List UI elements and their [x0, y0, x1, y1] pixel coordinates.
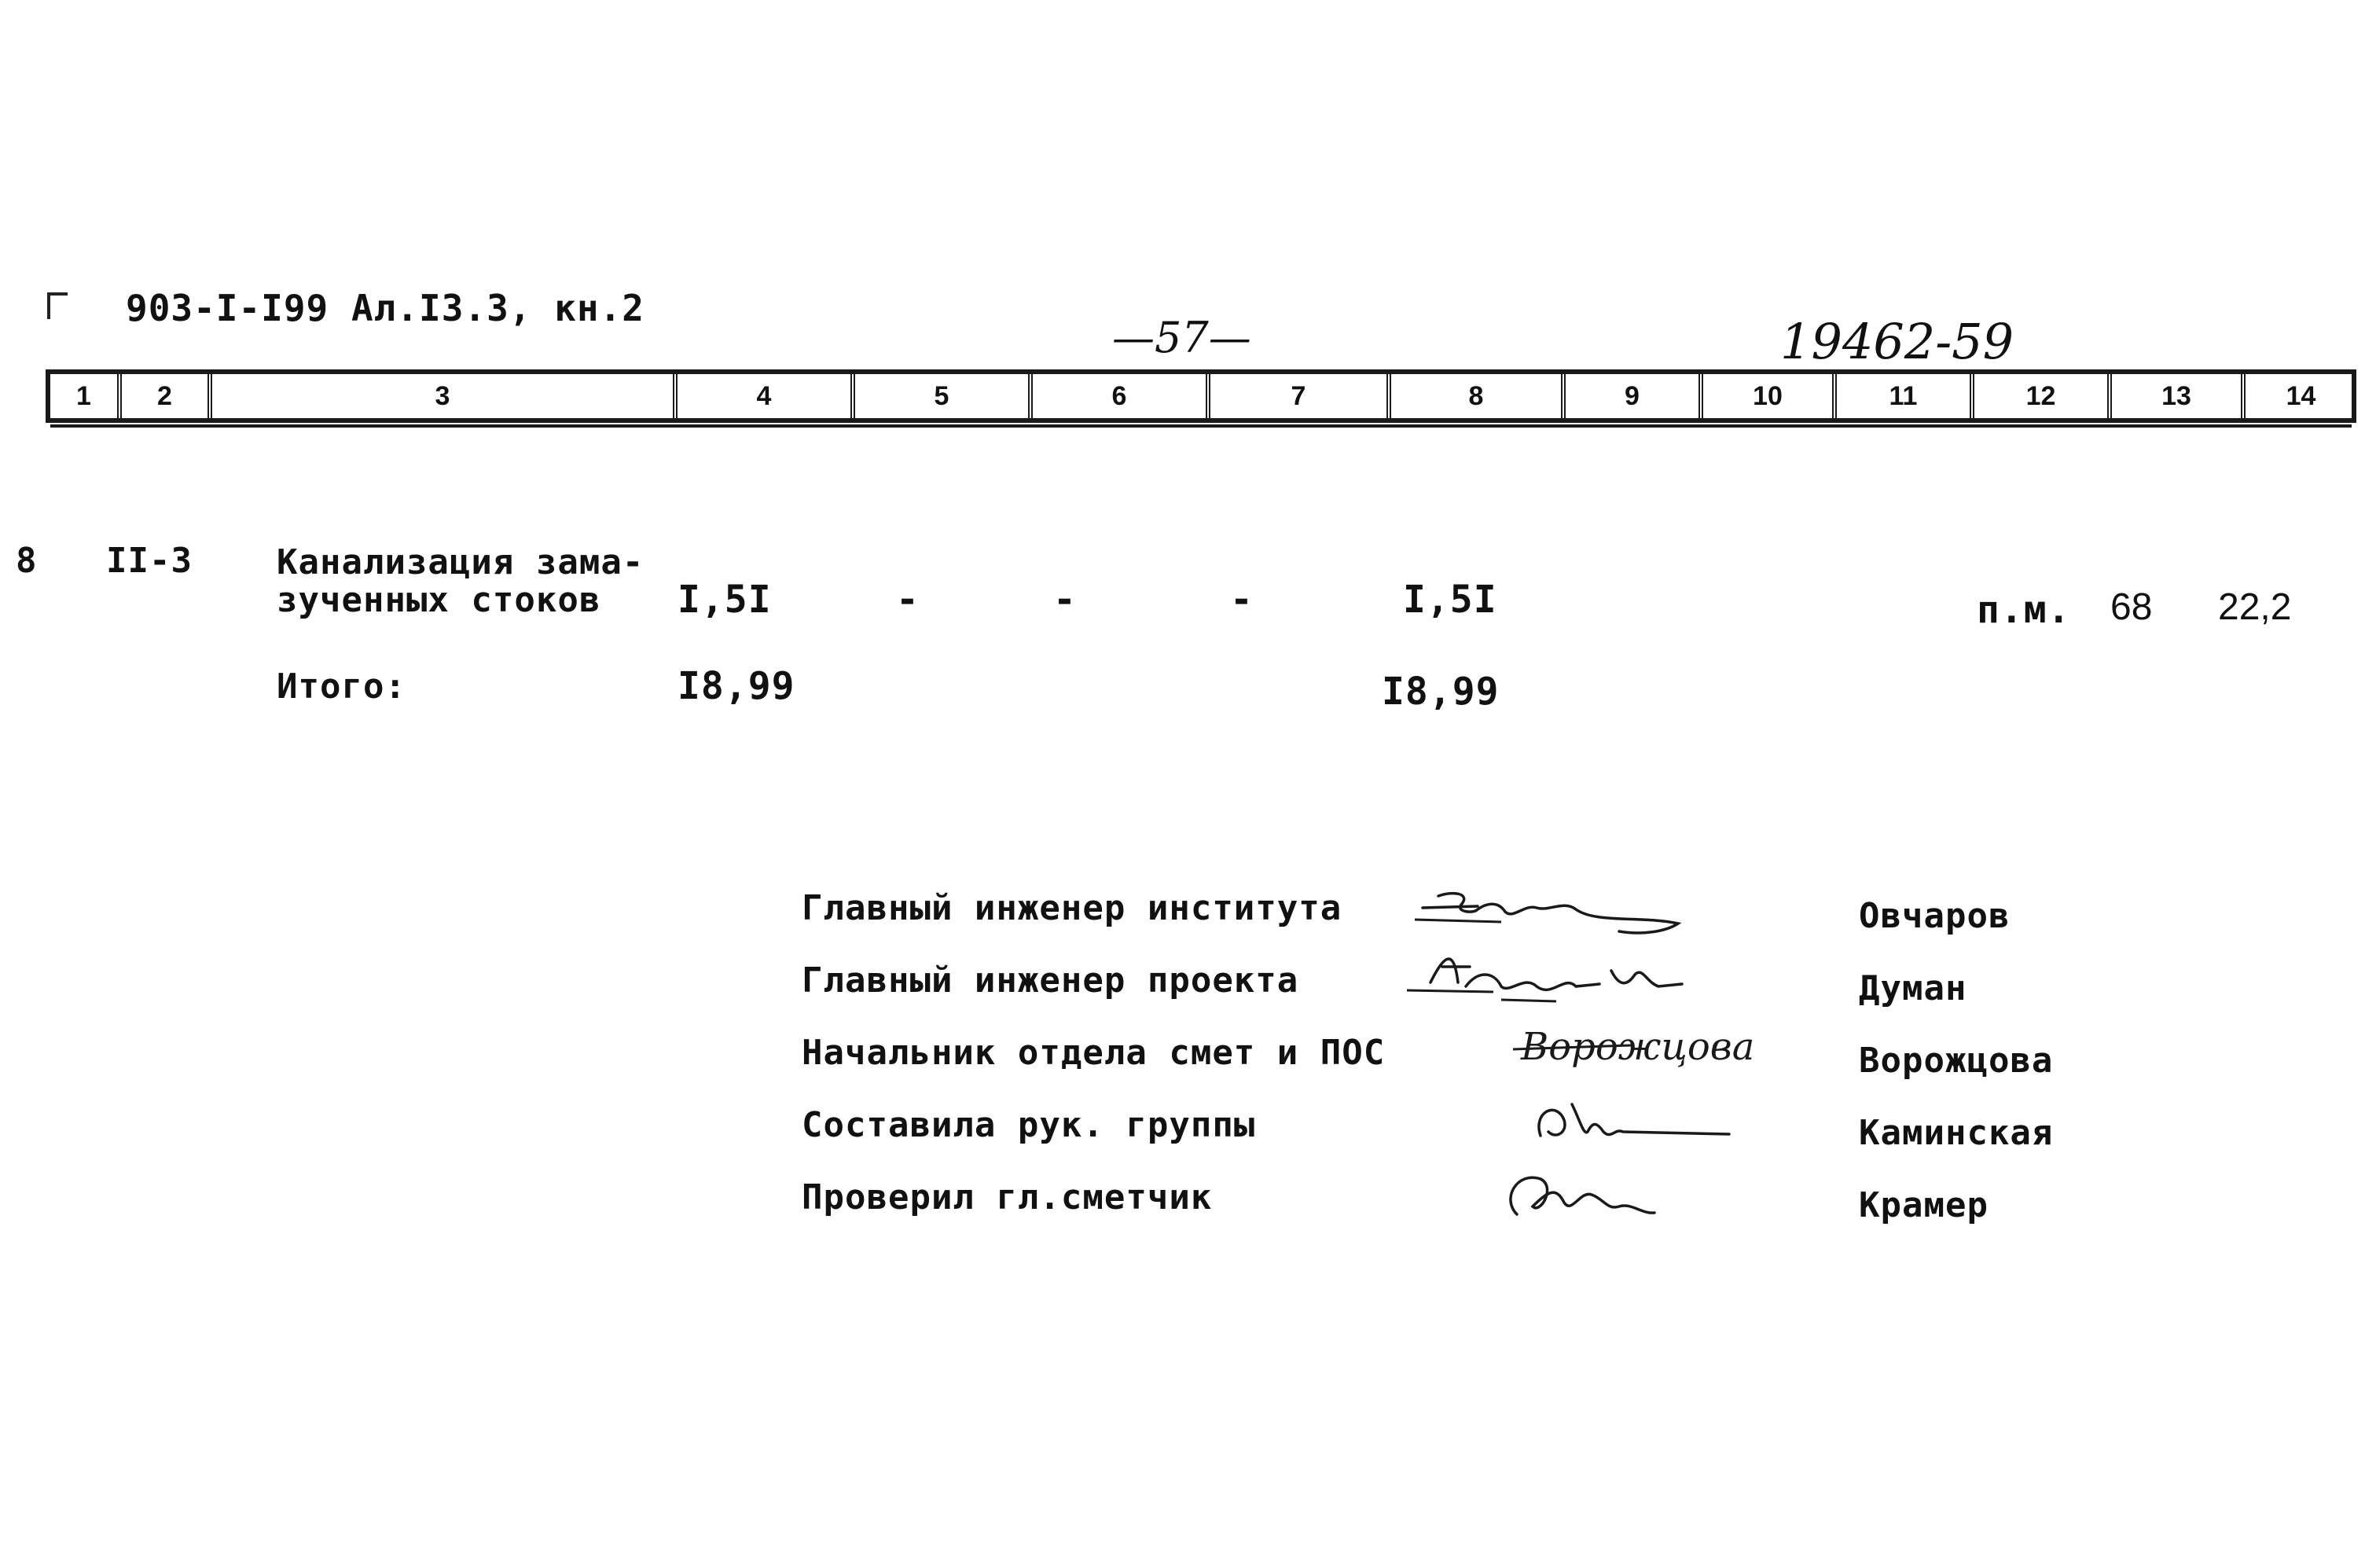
- page-number: —57—: [1112, 313, 1251, 362]
- column-number: 11: [1832, 374, 1970, 418]
- row-number: 8: [16, 541, 38, 581]
- cell-col5: -: [896, 578, 920, 622]
- column-number: 3: [207, 374, 673, 418]
- signature-role: Главный инженер института: [802, 888, 1342, 928]
- signature-name: Ворожцова: [1859, 1041, 2054, 1081]
- column-number: 14: [2241, 374, 2356, 418]
- signature-kaminskaya: [1525, 1089, 1737, 1151]
- signature-role: Проверил гл.сметчик: [802, 1177, 1213, 1217]
- cell-col6: -: [1053, 578, 1077, 622]
- total-label: Итого:: [277, 666, 406, 707]
- signature-duman: [1407, 943, 1706, 1014]
- signature-ovcharov: [1407, 876, 1698, 947]
- signature-name: Каминская: [1859, 1113, 2054, 1153]
- signature-name: Думан: [1859, 968, 1967, 1008]
- total-col4: I8,99: [678, 664, 795, 708]
- cell-col8: I,5I: [1403, 578, 1497, 622]
- column-number: 8: [1386, 374, 1561, 418]
- cell-col14: 22,2: [2218, 586, 2292, 628]
- column-number: 2: [117, 374, 207, 418]
- cell-col7: -: [1230, 578, 1254, 622]
- signature-role: Составила рук. группы: [802, 1105, 1256, 1145]
- column-number: 1: [76, 380, 91, 411]
- column-number: 6: [1028, 374, 1206, 418]
- cell-col4: I,5I: [678, 578, 772, 622]
- row-name-line1: Канализация зама-: [277, 542, 644, 582]
- cell-unit: п.м.: [1977, 588, 2071, 632]
- signature-role: Начальник отдела смет и ПОС: [802, 1033, 1386, 1073]
- column-number: 7: [1206, 374, 1386, 418]
- signature-name: Овчаров: [1859, 896, 2011, 936]
- column-number: 13: [2107, 374, 2241, 418]
- column-number: 10: [1698, 374, 1832, 418]
- row-name-line2: зученных стоков: [277, 580, 601, 620]
- column-number-band: [46, 369, 2356, 423]
- cell-col13: 68: [2110, 586, 2153, 628]
- signature-vorozhtsova: [1513, 1022, 1827, 1077]
- document-code: 903-I-I99 Ал.I3.3, кн.2: [126, 287, 644, 329]
- corner-mark: [47, 292, 68, 319]
- column-number: 5: [850, 374, 1028, 418]
- row-code: II-3: [106, 541, 193, 581]
- signature-kramer: [1493, 1159, 1682, 1230]
- signature-name: Крамер: [1859, 1185, 1989, 1225]
- total-col8: I8,99: [1382, 670, 1500, 714]
- column-number: 9: [1561, 374, 1698, 418]
- signature-vorozhtsova-text: Ворожцова: [1521, 1025, 1755, 1069]
- registration-number: 19462-59: [1780, 313, 2014, 370]
- column-number: 4: [673, 374, 850, 418]
- column-number: 12: [1970, 374, 2107, 418]
- signature-role: Главный инженер проекта: [802, 960, 1299, 1001]
